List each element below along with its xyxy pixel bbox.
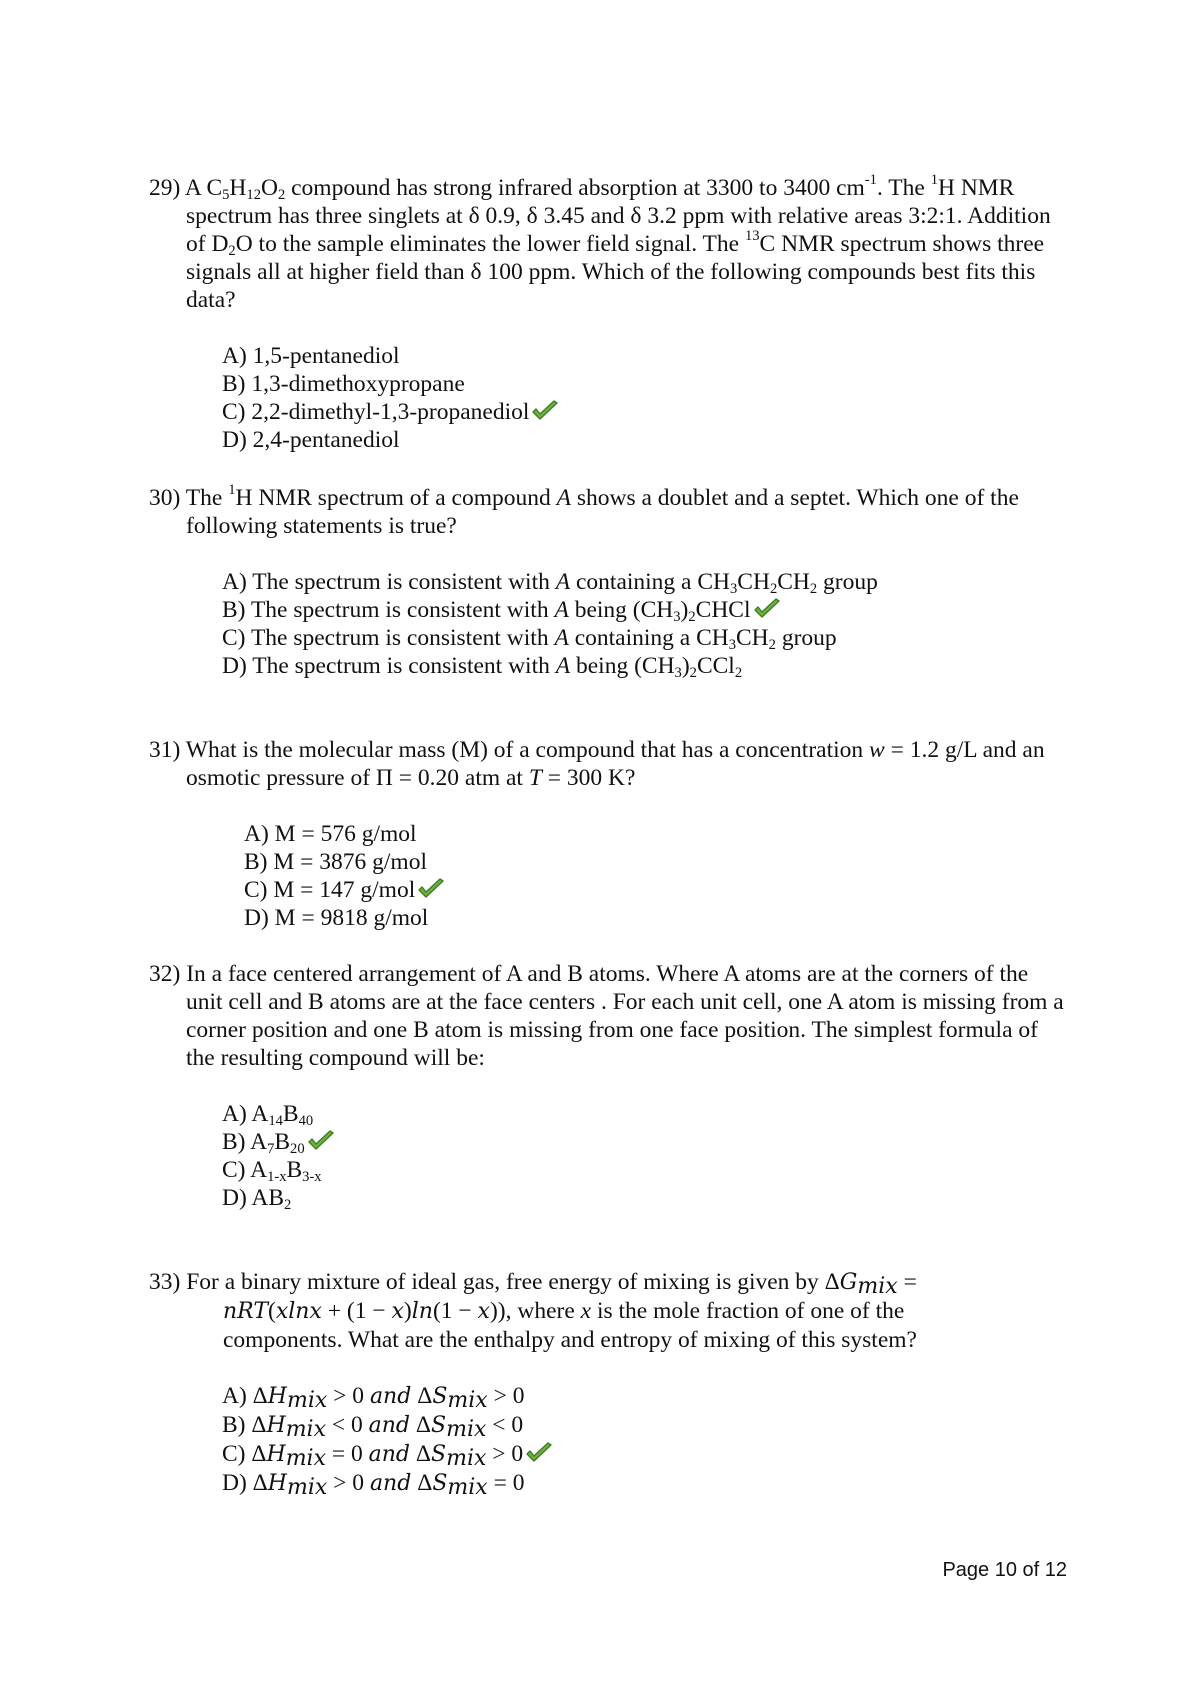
option-d: D) M = 9818 g/mol [244,905,429,931]
question-32-stem [149,960,1069,1072]
question-number: 32) [149,961,181,987]
option-b: B) 1,3-dimethoxypropane [222,371,465,397]
question-30 [149,484,1069,680]
question-32-text: In a face centered arrangement of A and B atoms. Where A atoms are at the corners of the unit cell and B atoms are at the face centers . For each unit cell, one A atom is missing from a corner position and one B atom is missing from one face position. The simplest formula of the resulting compound will be: [186,961,1064,1071]
option-d: D) $AB_2$ [222,1185,292,1214]
question-number: 31) [149,737,181,763]
option-a: A) M = 576 g/mol [244,821,417,847]
question-32 [149,960,1069,1212]
option-a: A) $\Delta H_{mix} > 0$ and $\Delta S_{mix} > 0$ [222,1383,525,1414]
option-b: B) $A_7B_{20}$ [222,1128,1069,1156]
option-a: A) $A_{14}B_{40}$ [222,1101,314,1130]
options-list [149,820,1069,932]
question-29 [149,174,1069,454]
option-b: B) $\Delta H_{mix} < 0$ and $\Delta S_{mix} < 0$ [222,1412,524,1443]
question-number: 30) [149,485,181,511]
question-number: 33) [149,1269,181,1295]
check-mark-icon [531,400,559,422]
question-31-stem: 31) What is the molecular mass (M) of a compound that has a concentration w = 1.2 g/L and an osmotic pressure of Π = 0.20 atm at T = 300 K? [149,737,1045,791]
option-d: D) 2,4-pentanediol [222,427,400,453]
option-c: C) $A_{1-x}B_{3-x}$ [222,1157,322,1186]
check-mark-icon [417,878,445,900]
option-d: D) The spectrum is consistent with A being $(CH_3)_2CCl_2$ [222,653,743,682]
option-a: A) The spectrum is consistent with A containing a $CH_3CH_2CH_2$ group [222,569,878,598]
option-c [244,876,1069,904]
question-30-stem: 30) The $^1$H NMR spectrum of a compound A shows a doublet and a septet. Which one of the following statements is true? [149,482,1019,539]
question-number: 29) [149,175,181,201]
option-c: C) $\Delta H_{mix} = 0$ and $\Delta S_{mix} > 0$ [222,1440,1069,1469]
options-list [149,568,1069,680]
check-mark-icon [753,598,781,620]
option-c-text: C) 2,2-dimethyl-1,3-propanediol [222,399,530,425]
check-mark-icon [525,1442,553,1464]
option-d: D) $\Delta H_{mix} > 0$ and $\Delta S_{mix} = 0$ [222,1470,525,1501]
option-c [222,398,1069,426]
option-c: C) The spectrum is consistent with A containing a $CH_3CH_2$ group [222,625,837,654]
question-33-stem: 33) For a binary mixture of ideal gas, free energy of mixing is given by $\Delta G_{mix}$ = nRT(xlnx + (1 − x)ln(1 − x)), where x is the mole fraction of one of the components. What are the enthalpy and entropy of mixing of this system? [149,1269,917,1353]
page-number: Page 10 of 12 [942,1559,1067,1581]
option-b: B) M = 3876 g/mol [244,849,427,875]
question-31 [149,736,1069,932]
options-list [149,1100,1069,1212]
options-list [149,1382,1069,1501]
question-29-stem: 29) A $C_5H_{12}O_2$ compound has strong infrared absorption at 3300 to 3400 $cm^{-1}$. The $^1$H NMR spectrum has three singlets at δ 0.9, δ 3.45 and δ 3.2 ppm with relative areas 3:2:1. Addition of $D_2O$ to the sample eliminates the lower field signal. The $^{13}$C NMR spectrum shows three signals all at higher field than δ 100 ppm. Which of the following compounds best fits this data? [149,172,1051,313]
check-mark-icon [307,1130,335,1152]
option-c-text: C) M = 147 g/mol [244,877,416,903]
option-b: B) The spectrum is consistent with A being $(CH_3)_2CHCl$ [222,596,1069,624]
question-33 [149,1268,1069,1501]
option-a: A) 1,5-pentanediol [222,343,400,369]
options-list [149,342,1069,454]
